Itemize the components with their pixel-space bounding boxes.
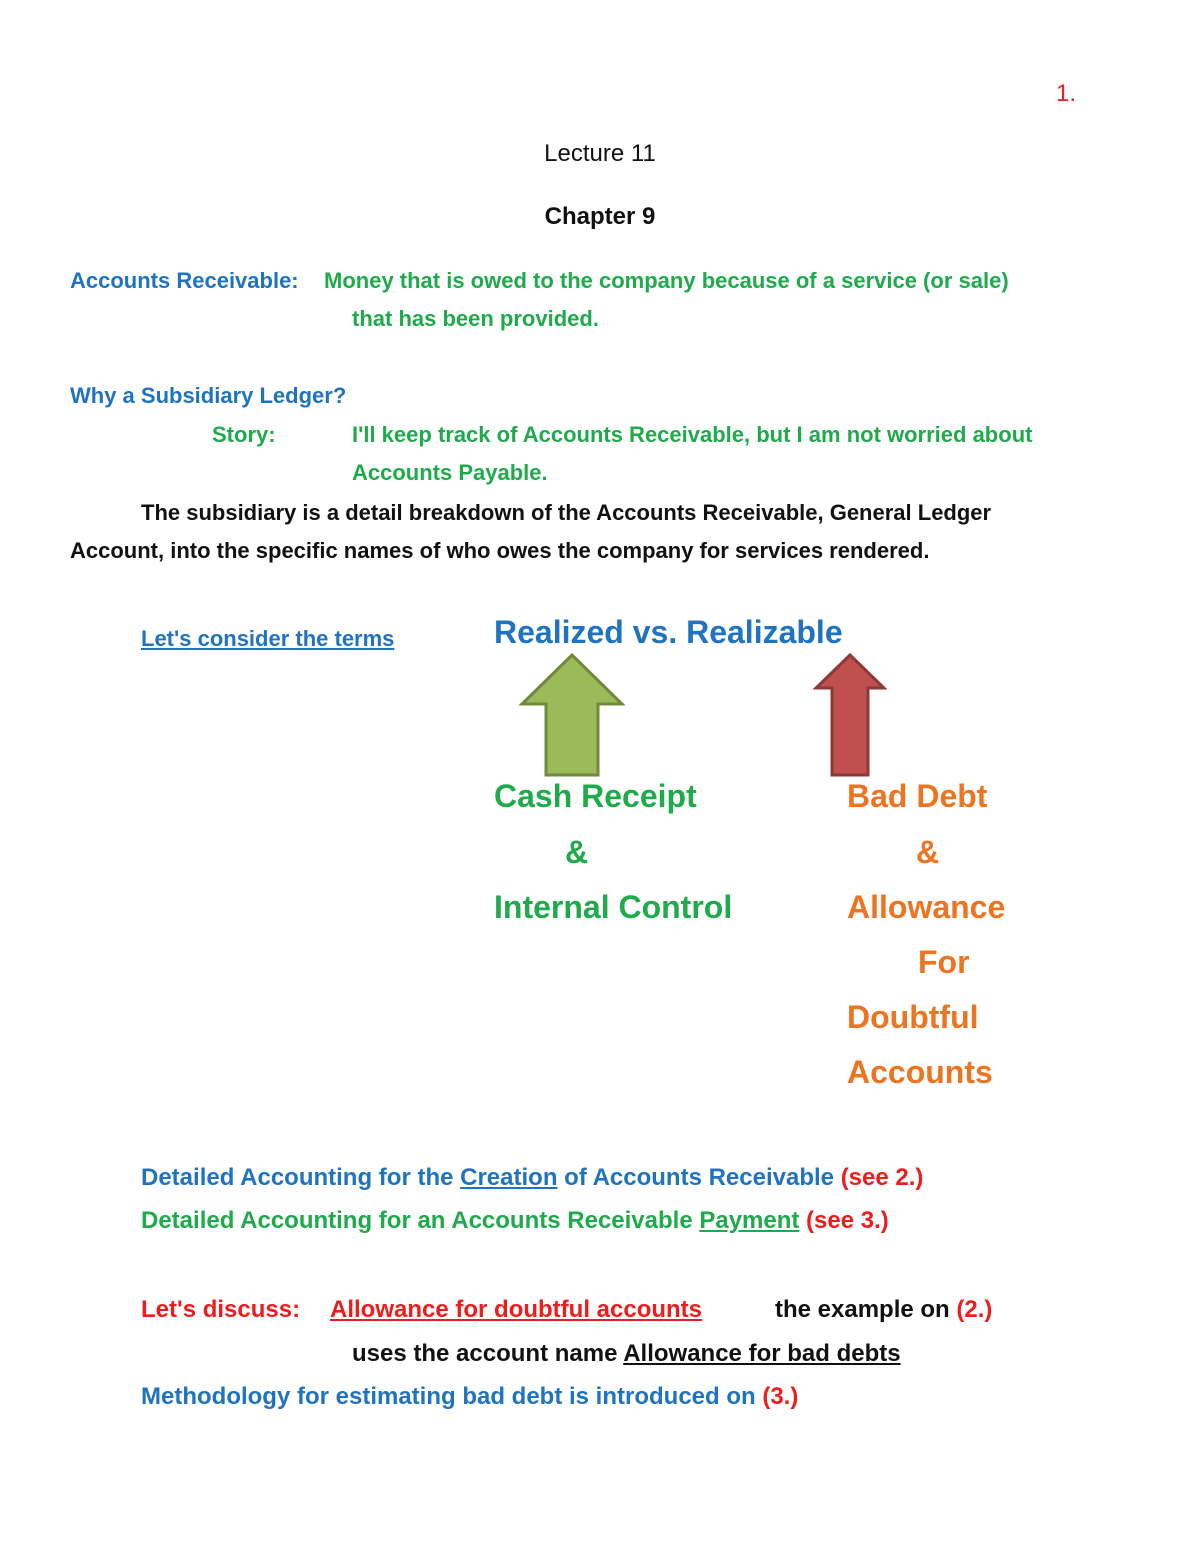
see-2-ref: (see 2.) (840, 1164, 924, 1191)
ref-3: (3.) (762, 1383, 799, 1410)
example-text: the example on (775, 1296, 957, 1323)
methodology-line (141, 1383, 798, 1411)
allowance-bad-debts-underlined: Allowance for bad debts (623, 1340, 901, 1367)
cash-receipt-label: Cash Receipt (494, 778, 697, 814)
accounts-label: Accounts (847, 1054, 993, 1090)
realized-heading: Realized vs. Realizable (494, 614, 843, 650)
account-name-line (352, 1340, 901, 1368)
ar-definition-line2: that has been provided. (352, 306, 599, 331)
detailed-payment-line (141, 1207, 889, 1235)
see-3-ref: (see 3.) (799, 1207, 889, 1234)
subsidiary-paragraph-line1: The subsidiary is a detail breakdown of the Accounts Receivable, General Ledger (141, 500, 992, 525)
ar-label: Accounts Receivable: (70, 268, 299, 293)
detailed-creation-text-a: Detailed Accounting for the (141, 1164, 461, 1191)
detailed-creation-text-b: of Accounts Receivable (557, 1164, 841, 1191)
page-number: 1. (1056, 80, 1077, 107)
story-line2: Accounts Payable. (352, 460, 548, 485)
allowance-label: Allowance (847, 889, 1006, 925)
discuss-label: Let's discuss: (141, 1296, 301, 1323)
consider-terms-link: Let's consider the terms (141, 626, 395, 651)
detailed-creation-line (141, 1164, 923, 1192)
red-up-arrow-icon (813, 652, 887, 778)
example-on-text (775, 1296, 992, 1324)
detailed-payment-text: Detailed Accounting for an Accounts Receivable (141, 1207, 700, 1234)
story-label: Story: (212, 422, 276, 447)
for-label: For (918, 944, 970, 980)
doubtful-label: Doubtful (847, 999, 979, 1035)
lecture-title: Lecture 11 (544, 140, 656, 167)
chapter-heading: Chapter 9 (544, 203, 656, 230)
ar-definition-line1: Money that is owed to the company because of a service (or sale) (324, 268, 1009, 293)
left-ampersand: & (565, 834, 589, 870)
account-name-text: uses the account name (352, 1340, 624, 1367)
green-up-arrow-icon (518, 652, 626, 778)
subsidiary-paragraph-line2: Account, into the specific names of who owes the company for services rendered. (70, 538, 930, 563)
right-ampersand: & (916, 834, 940, 870)
ref-2: (2.) (956, 1296, 993, 1323)
internal-control-label: Internal Control (494, 889, 733, 925)
allowance-doubtful-link: Allowance for doubtful accounts (330, 1296, 703, 1323)
story-line1: I'll keep track of Accounts Receivable, but I am not worried about (352, 422, 1033, 447)
payment-underlined: Payment (699, 1207, 800, 1234)
subsidiary-heading: Why a Subsidiary Ledger? (70, 383, 347, 408)
bad-debt-label: Bad Debt (847, 778, 988, 814)
methodology-text: Methodology for estimating bad debt is introduced on (141, 1383, 763, 1410)
creation-underlined: Creation (460, 1164, 558, 1191)
